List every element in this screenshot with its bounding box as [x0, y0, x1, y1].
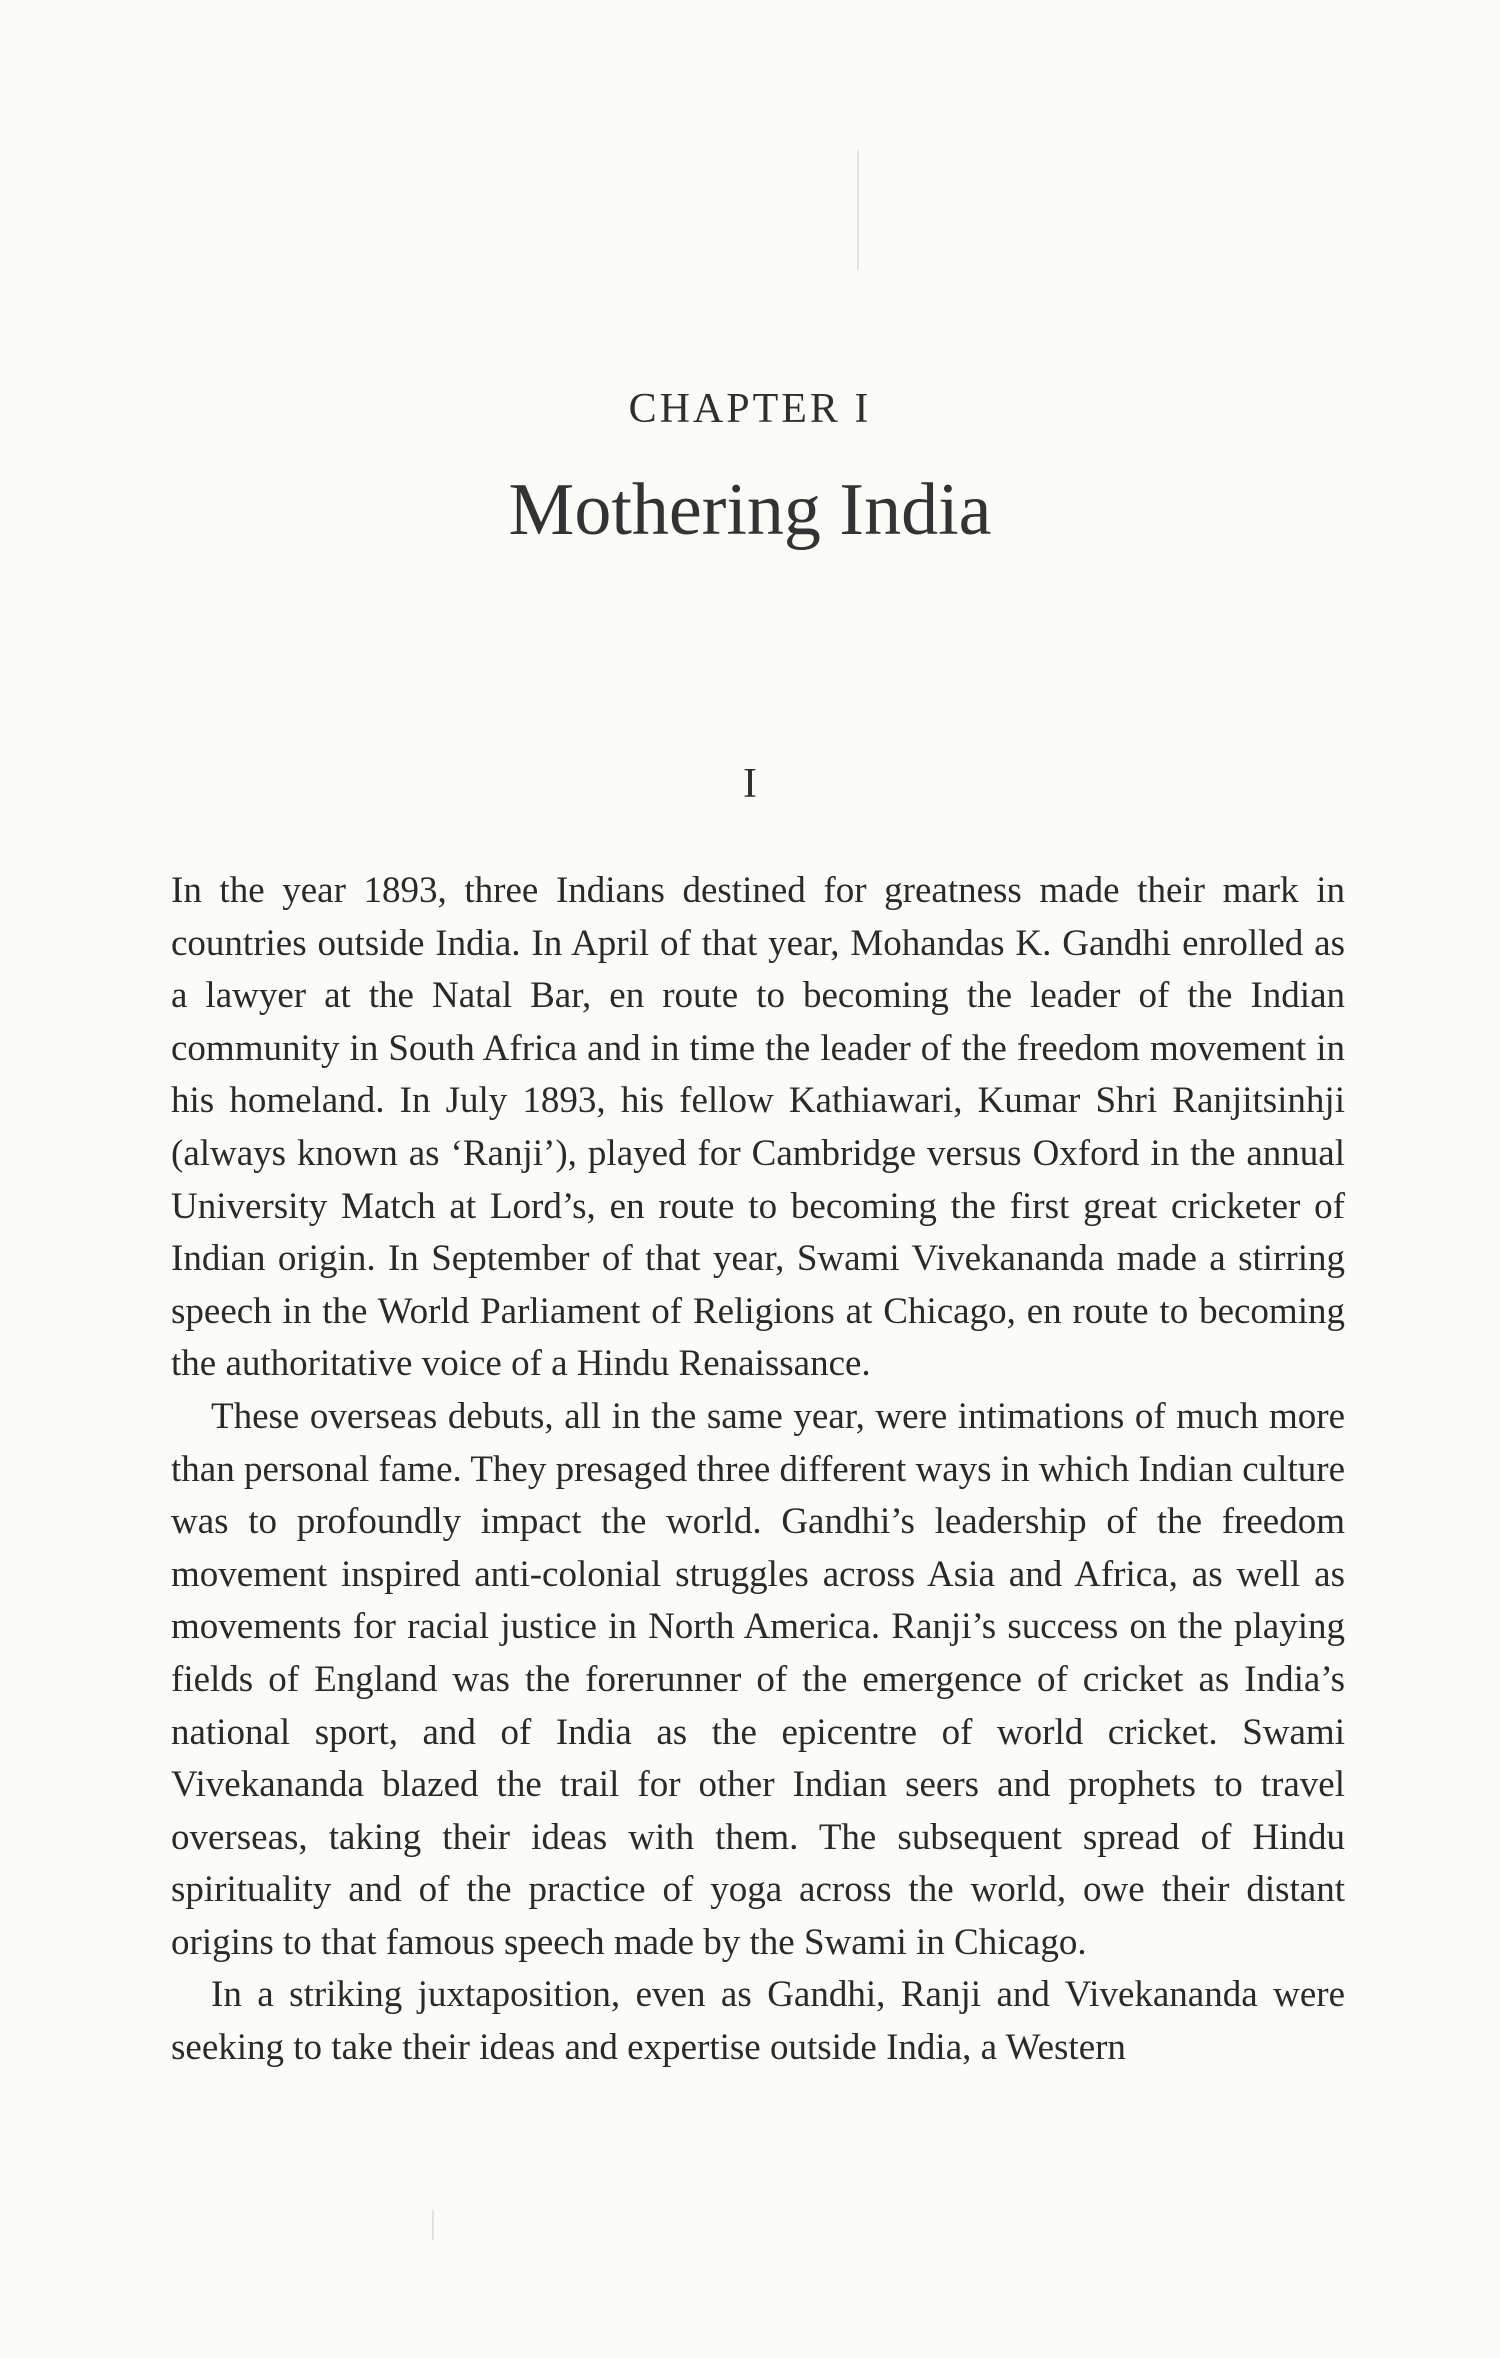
- chapter-label: CHAPTER I: [628, 386, 872, 432]
- paragraph-2: These overseas debuts, all in the same year, were intimations of much more than personal fame. They presaged three different ways in which Indian culture was to profoundly impact the world. Gandhi’s leadership of the freedom movement inspired anti-colonial struggles across Asia and Africa, as well as movements for racial justice in North America. Ranji’s success on the playing fields of England was the forerunner of the emergence of cricket as India’s national sport, and of India as the epicentre of world cricket. Swami Vivekananda blazed the trail for other Indian seers and prophets to travel overseas, taking their ideas with them. The subsequent spread of Hindu spirituality and of the practice of yoga across the world, owe their distant origins to that famous speech made by the Swami in Chicago.: [171, 1395, 1345, 1963]
- section-numeral: I: [743, 761, 757, 807]
- paragraph-3: In a striking juxtaposition, even as Gandhi, Ranji and Vivekananda were seeking to take their ideas and expertise outside India, a Western: [171, 1974, 1345, 2069]
- body-text: [171, 865, 1345, 2075]
- scan-artifact-line: [432, 2210, 434, 2240]
- scan-artifact-line: [857, 150, 859, 270]
- chapter-title: Mothering India: [508, 469, 992, 551]
- paragraph-1: In the year 1893, three Indians destined for greatness made their mark in countries outside India. In April of that year, Mohandas K. Gandhi enrolled as a lawyer at the Natal Bar, en route to becoming the leader of the Indian community in South Africa and in time the leader of the freedom movement in his homeland. In July 1893, his fellow Kathiawari, Kumar Shri Ranjitsinhji (always known as ‘Ranji’), played for Cambridge versus Oxford in the annual University Match at Lord’s, en route to becoming the first great cricketer of Indian origin. In September of that year, Swami Vivekananda made a stirring speech in the World Parliament of Religions at Chicago, en route to becoming the authoritative voice of a Hindu Renaissance.: [171, 870, 1345, 1385]
